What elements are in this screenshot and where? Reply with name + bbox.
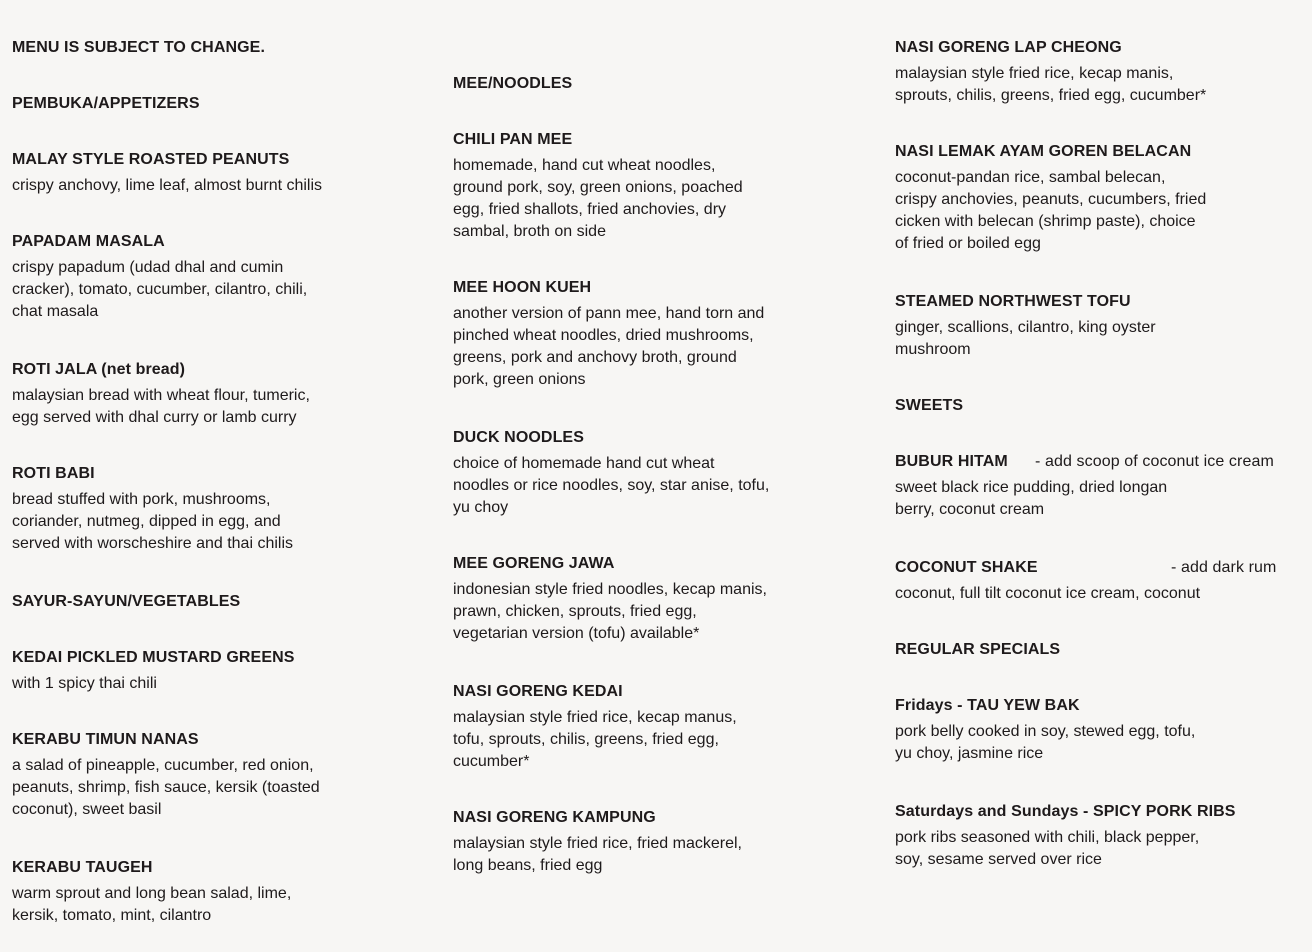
item-description: malaysian style fried rice, kecap manus, tofu, sprouts, chilis, greens, fried egg, cucumber* — [453, 709, 737, 770]
section-heading-noodles: MEE/NOODLES — [453, 75, 573, 92]
menu-notice: MENU IS SUBJECT TO CHANGE. — [12, 39, 265, 56]
item-description: with 1 spicy thai chili — [12, 675, 157, 692]
item-description: crispy papadum (udad dhal and cumin cracker), tomato, cucumber, cilantro, chili, chat masala — [12, 259, 308, 320]
item-name: MEE GORENG JAWA — [453, 555, 615, 572]
menu-item-duck-noodles — [453, 427, 873, 519]
item-description: malaysian bread with wheat flour, tumeric, egg served with dhal curry or lamb curry — [12, 387, 310, 426]
menu-item-coconut-shake — [895, 557, 1295, 605]
menu-item-roti-jala — [12, 359, 432, 429]
menu-item-mee-goreng-jawa — [453, 553, 873, 645]
menu-item-kerabu-taugeh — [12, 857, 432, 927]
menu-item-nasi-goreng-lap-cheong — [895, 37, 1295, 107]
item-name: KEDAI PICKLED MUSTARD GREENS — [12, 649, 295, 666]
menu-item-peanuts — [12, 149, 432, 197]
menu-item-nasi-lemak — [895, 141, 1295, 255]
item-name: COCONUT SHAKE — [895, 559, 1038, 576]
item-description: sweet black rice pudding, dried longan berry, coconut cream — [895, 479, 1168, 518]
item-name-row — [895, 451, 1295, 473]
item-description: coconut-pandan rice, sambal belecan, crispy anchovies, peanuts, cucumbers, fried cicken with belecan (shrimp paste), choice of fried or boiled egg — [895, 169, 1207, 252]
item-name: Saturdays and Sundays - SPICY PORK RIBS — [895, 803, 1236, 820]
menu-item-kerabu-timun — [12, 729, 432, 821]
item-name: NASI GORENG KEDAI — [453, 683, 623, 700]
item-description: coconut, full tilt coconut ice cream, coconut — [895, 585, 1201, 602]
section-heading-sweets: SWEETS — [895, 397, 964, 414]
menu-item-chili-pan-mee — [453, 129, 873, 243]
item-description: ginger, scallions, cilantro, king oyster mushroom — [895, 319, 1156, 358]
item-name-row — [895, 557, 1295, 579]
item-description: pork belly cooked in soy, stewed egg, tofu, yu choy, jasmine rice — [895, 723, 1196, 762]
item-name: KERABU TAUGEH — [12, 859, 153, 876]
item-name: STEAMED NORTHWEST TOFU — [895, 293, 1131, 310]
item-name: BUBUR HITAM — [895, 453, 1008, 470]
item-name: ROTI JALA (net bread) — [12, 361, 186, 378]
section-heading-specials: REGULAR SPECIALS — [895, 641, 1061, 658]
item-name: CHILI PAN MEE — [453, 131, 573, 148]
menu-item-friday-special — [895, 695, 1295, 765]
menu-item-nasi-goreng-kampung — [453, 807, 873, 877]
item-name: ROTI BABI — [12, 465, 95, 482]
item-description: pork ribs seasoned with chili, black pepper, soy, sesame served over rice — [895, 829, 1200, 868]
item-description: homemade, hand cut wheat noodles, ground pork, soy, green onions, poached egg, fried shallots, fried anchovies, dry sambal, broth on side — [453, 157, 743, 240]
section-heading-vegetables: SAYUR-SAYUN/VEGETABLES — [12, 593, 241, 610]
item-addon: - add scoop of coconut ice cream — [1035, 453, 1274, 470]
item-name: NASI GORENG KAMPUNG — [453, 809, 656, 826]
item-name: KERABU TIMUN NANAS — [12, 731, 199, 748]
menu-item-mustard-greens — [12, 647, 432, 695]
item-description: warm sprout and long bean salad, lime, kersik, tomato, mint, cilantro — [12, 885, 292, 924]
menu-item-tofu — [895, 291, 1295, 361]
item-description: malaysian style fried rice, kecap manis, sprouts, chilis, greens, fried egg, cucumber* — [895, 65, 1207, 104]
menu-item-mee-hoon-kueh — [453, 277, 873, 391]
item-name: PAPADAM MASALA — [12, 233, 165, 250]
item-name: Fridays - TAU YEW BAK — [895, 697, 1080, 714]
item-description: another version of pann mee, hand torn and pinched wheat noodles, dried mushrooms, greens, pork and anchovy broth, ground pork, green onions — [453, 305, 765, 388]
item-description: malaysian style fried rice, fried mackerel, long beans, fried egg — [453, 835, 742, 874]
item-description: indonesian style fried noodles, kecap manis, prawn, chicken, sprouts, fried egg, vegetarian version (tofu) available* — [453, 581, 767, 642]
menu-item-bubur-hitam — [895, 451, 1295, 521]
item-addon: - add dark rum — [1171, 559, 1277, 576]
menu-item-roti-babi — [12, 463, 432, 555]
menu-item-weekend-special — [895, 801, 1295, 871]
item-name: MEE HOON KUEH — [453, 279, 592, 296]
menu-item-nasi-goreng-kedai — [453, 681, 873, 773]
section-heading-appetizers: PEMBUKA/APPETIZERS — [12, 95, 200, 112]
item-name: NASI LEMAK AYAM GOREN BELACAN — [895, 143, 1192, 160]
item-name: NASI GORENG LAP CHEONG — [895, 39, 1122, 56]
item-description: choice of homemade hand cut wheat noodles or rice noodles, soy, star anise, tofu, yu choy — [453, 455, 770, 516]
item-description: a salad of pineapple, cucumber, red onion, peanuts, shrimp, fish sauce, kersik (toasted coconut), sweet basil — [12, 757, 320, 818]
item-name: MALAY STYLE ROASTED PEANUTS — [12, 151, 290, 168]
item-description: crispy anchovy, lime leaf, almost burnt chilis — [12, 177, 323, 194]
item-name: DUCK NOODLES — [453, 429, 584, 446]
menu-item-papadam — [12, 231, 432, 323]
item-description: bread stuffed with pork, mushrooms, coriander, nutmeg, dipped in egg, and served with worscheshire and thai chilis — [12, 491, 294, 552]
